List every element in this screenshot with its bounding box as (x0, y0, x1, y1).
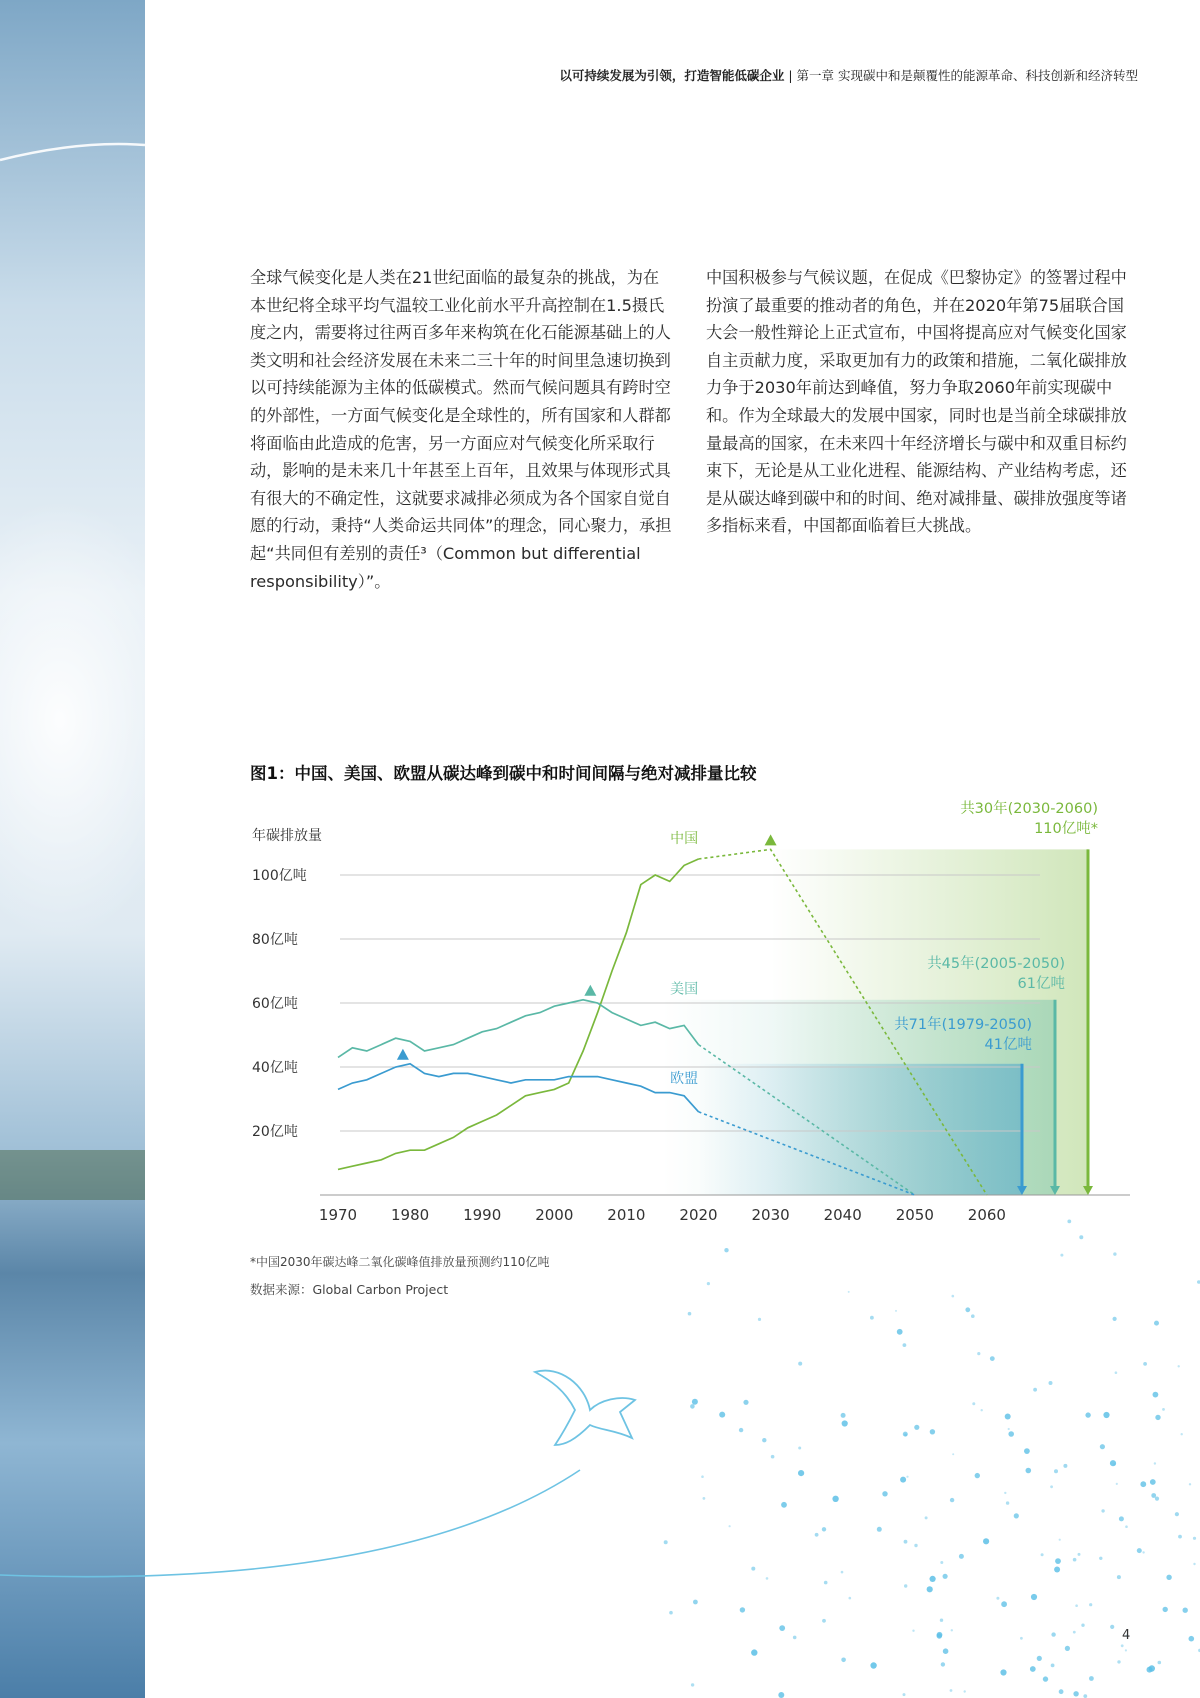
decor-dot (1151, 1493, 1156, 1498)
decor-dot (937, 1633, 943, 1639)
decor-dot (1121, 1644, 1124, 1647)
decor-dot (870, 1316, 874, 1320)
x-tick-label: 2040 (823, 1206, 862, 1224)
decor-dot (822, 1527, 826, 1531)
x-tick-label: 1980 (391, 1206, 430, 1224)
header-right: 第一章 实现碳中和是颠覆性的能源革命、科技创新和经济转型 (796, 68, 1138, 83)
series-line-china (338, 859, 699, 1169)
decor-dot (740, 1607, 745, 1612)
decor-dot (1073, 1691, 1078, 1696)
decor-dot (1000, 1669, 1006, 1675)
x-tick-label: 2060 (967, 1206, 1006, 1224)
decor-dot (690, 1404, 695, 1409)
decor-dot (779, 1625, 785, 1631)
decor-dot (1153, 1392, 1159, 1398)
island-silhouette (0, 1150, 145, 1200)
decor-dot (1063, 1464, 1067, 1468)
decor-dot (832, 1496, 838, 1502)
decor-dot (1078, 1553, 1081, 1556)
decor-dot (1043, 1676, 1048, 1681)
decor-dot (751, 1567, 755, 1571)
decor-dot (950, 1689, 953, 1692)
light-glow (0, 500, 190, 940)
decor-dot (897, 1329, 903, 1335)
decor-dot (1117, 1575, 1121, 1579)
decor-dot (1059, 1539, 1061, 1541)
decor-dot (1004, 1492, 1006, 1494)
decor-dot (950, 1498, 954, 1502)
decor-dot (815, 1533, 819, 1537)
decor-dot (751, 1649, 757, 1655)
decor-dot (990, 1356, 995, 1361)
y-tick-label: 20亿吨 (252, 1124, 298, 1140)
decor-dot (707, 1282, 710, 1285)
decor-dot (1031, 1594, 1037, 1600)
decor-dot (1089, 1676, 1094, 1681)
decor-dot (1189, 1636, 1195, 1642)
decor-dot (1073, 1558, 1077, 1562)
decor-dot (1026, 1468, 1032, 1474)
annotation-period-usa: 共45年(2005-2050) (927, 956, 1065, 972)
y-axis-label: 年碳排放量 (252, 828, 322, 844)
decor-dot (1081, 1624, 1084, 1627)
decor-dot (877, 1527, 882, 1532)
annotation-period-eu: 共71年(1979-2050) (894, 1017, 1032, 1033)
decor-dot (1110, 1625, 1114, 1629)
decor-dot (1099, 1557, 1102, 1560)
decor-dot (798, 1447, 801, 1450)
decor-dot (1183, 1608, 1188, 1613)
decor-dot (981, 1409, 983, 1411)
decor-dot (1085, 1412, 1090, 1417)
decor-dot (688, 1312, 692, 1316)
decor-dot (870, 1662, 876, 1668)
decor-dot (739, 1428, 743, 1432)
decor-dot (940, 1619, 943, 1622)
decor-dot (904, 1584, 907, 1587)
decor-dot (971, 1314, 975, 1318)
annotation-amount-eu: 41亿吨 (984, 1037, 1032, 1053)
decor-dot (766, 1577, 769, 1580)
decor-dot (1006, 1501, 1009, 1504)
y-tick-label: 40亿吨 (252, 1060, 298, 1076)
decor-dot (1083, 1694, 1087, 1698)
decor-dot (1024, 1448, 1030, 1454)
decor-dot (1150, 1479, 1156, 1485)
decor-dot (771, 1455, 775, 1459)
x-tick-label: 2030 (751, 1206, 790, 1224)
decor-dot (1059, 1689, 1064, 1694)
decor-dot (1055, 1558, 1061, 1564)
decor-dot (743, 1400, 748, 1405)
decor-dot (941, 1662, 945, 1666)
decor-dot (841, 1413, 846, 1418)
decor-dot (848, 1291, 850, 1293)
decor-dot (895, 1310, 897, 1312)
decor-dot (849, 1597, 852, 1600)
x-tick-label: 2010 (607, 1206, 646, 1224)
decor-dot (1037, 1656, 1042, 1661)
x-tick-label: 1990 (463, 1206, 502, 1224)
decor-dot (1049, 1381, 1053, 1385)
decor-dot (943, 1574, 948, 1579)
decor-dot (903, 1343, 907, 1347)
decor-dot (912, 1630, 914, 1632)
decor-dot (1119, 1516, 1124, 1521)
decor-dot (952, 1453, 954, 1455)
decor-dot (959, 1554, 964, 1559)
annotation-period-china: 共30年(2030-2060) (960, 801, 1098, 817)
peak-marker-eu (397, 1049, 409, 1060)
decor-dot (1100, 1444, 1105, 1449)
decor-dot (1001, 1601, 1007, 1607)
decor-dot (952, 1295, 955, 1298)
decor-dot (903, 1693, 906, 1696)
decor-dot (1125, 1649, 1127, 1651)
emissions-chart (240, 795, 1140, 1240)
decor-dot (1158, 1661, 1162, 1665)
figure-source: 数据来源：Global Carbon Project (250, 1282, 449, 1297)
decor-dot (1020, 1637, 1023, 1640)
decor-dot (1008, 1431, 1014, 1437)
decor-dot (1163, 1607, 1168, 1612)
body-paragraph-left: 全球气候变化是人类在21世纪面临的最复杂的挑战，为在本世纪将全球平均气温较工业化前水平升高控制在1.5摄氏度之内，需要将过往两百多年来构筑在化石能源基础上的人类文明和社会经济发展在未来二三十年的时间里急速切换到以可持续能源为主体的低碳模式。然而气候问题具有跨时空的外部性，一方面气候变化是全球性的，所有国家和人群都将面临由此造成的危害，另一方面应对气候变化所采取行动，影响的是未来几十年甚至上百年，且效果与体现形式具有很大的不确定性，这就要求减排必须成为各个国家自觉自愿的行动，秉持“人类命运共同体”的理念，同心聚力，承担起“共同但有差别的责任³（Common but differential responsibility）”。 (250, 268, 672, 591)
figure-footnote: *中国2030年碳达峰二氧化碳峰值排放量预测约110亿吨 (250, 1255, 550, 1269)
decor-dot (824, 1581, 828, 1585)
page-number: 4 (1122, 1628, 1131, 1643)
decor-dot (1137, 1548, 1142, 1553)
decor-dot (1175, 1512, 1179, 1516)
decor-dot (1050, 1485, 1053, 1488)
y-tick-label: 80亿吨 (252, 932, 298, 948)
series-line-usa (338, 1000, 699, 1058)
decor-dot (900, 1477, 906, 1483)
decor-dot (943, 1648, 949, 1654)
decor-dot (1030, 1666, 1036, 1672)
decor-dot (1089, 1603, 1092, 1606)
decor-dot (1115, 1371, 1118, 1374)
decor-dot (1101, 1509, 1104, 1512)
decor-dot (798, 1470, 804, 1476)
decor-dot (669, 1611, 673, 1615)
annotation-amount-china: 110亿吨* (1034, 821, 1098, 837)
decor-dot (983, 1538, 989, 1544)
decor-dot (1113, 1317, 1117, 1321)
decor-dot (778, 1692, 784, 1698)
decor-dot (903, 1432, 908, 1437)
header-separator: | (788, 68, 797, 83)
decor-dot (841, 1658, 846, 1663)
x-tick-label: 2020 (679, 1206, 718, 1224)
y-tick-label: 60亿吨 (252, 996, 298, 1012)
decor-dot (1189, 1483, 1191, 1485)
decor-dot (762, 1438, 766, 1442)
decor-dot (1154, 1462, 1156, 1464)
x-tick-label: 2000 (535, 1206, 574, 1224)
series-label-eu: 欧盟 (670, 1071, 699, 1087)
figure-title: 图1：中国、美国、欧盟从碳达峰到碳中和时间间隔与绝对减排量比较 (250, 764, 757, 783)
decor-dot (925, 1516, 928, 1519)
peak-marker-usa (584, 985, 596, 996)
decor-dot (1116, 1483, 1118, 1485)
decor-dot (1193, 1563, 1195, 1565)
decor-dot (1178, 1365, 1180, 1367)
x-tick-label: 1970 (318, 1206, 358, 1224)
series-label-usa: 美国 (670, 981, 699, 998)
decor-dot (724, 1248, 728, 1252)
decor-dot (1054, 1567, 1060, 1573)
peak-marker-china (765, 834, 777, 845)
decor-dot (1073, 1631, 1076, 1634)
decor-dot (904, 1540, 908, 1544)
decor-dot (951, 1629, 953, 1631)
decor-dot (1162, 1408, 1165, 1411)
decor-dot (664, 1540, 668, 1544)
decor-dot (1155, 1415, 1160, 1420)
decor-dot (1181, 1433, 1183, 1435)
decor-dot (930, 1576, 936, 1582)
running-header (559, 66, 1138, 84)
decor-dot (701, 1475, 704, 1478)
header-left: 以可持续发展为引领，打造智能低碳企业 (559, 68, 785, 83)
decor-dot (793, 1636, 797, 1640)
decor-dot (693, 1600, 698, 1605)
decor-dot (703, 1497, 706, 1500)
series-line-eu (338, 1064, 699, 1112)
decor-dot (1014, 1513, 1019, 1518)
decor-dot (1060, 1254, 1063, 1257)
series-label-china: 中国 (670, 831, 699, 847)
decor-dot (1065, 1646, 1070, 1651)
decor-dot (1041, 1553, 1044, 1556)
decor-dot (1117, 1660, 1120, 1663)
decor-dot (1054, 1469, 1058, 1473)
decor-dot (729, 1525, 731, 1527)
decor-dot (914, 1425, 919, 1430)
decor-dot (975, 1473, 980, 1478)
decor-dot (1051, 1632, 1055, 1636)
decor-dot (1149, 1665, 1155, 1671)
seagull-icon (535, 1371, 635, 1445)
decor-dot (758, 1318, 761, 1321)
decor-dot (822, 1619, 826, 1623)
x-tick-label: 2050 (895, 1206, 934, 1224)
decor-dot (1075, 1604, 1078, 1607)
decor-dot (965, 1307, 970, 1312)
decor-dot (1140, 1481, 1146, 1487)
decor-dot (842, 1420, 848, 1426)
decor-dot (930, 1429, 935, 1434)
decor-dot (691, 1683, 694, 1686)
decor-dot (719, 1412, 725, 1418)
decor-dot (972, 1402, 975, 1405)
decor-dot (798, 1362, 802, 1366)
decor-dot (1103, 1412, 1109, 1418)
decor-dot (1008, 1428, 1010, 1430)
annotation-amount-usa: 61亿吨 (1017, 976, 1065, 992)
decor-dot (1051, 1664, 1055, 1668)
dot-pattern (664, 1220, 1200, 1698)
decor-dot (1110, 1460, 1116, 1466)
decor-dot (1155, 1497, 1159, 1501)
reduction-area-eu (699, 1064, 1023, 1195)
decor-dot (1113, 1252, 1116, 1255)
decor-dot (940, 1561, 943, 1564)
decor-dot (781, 1502, 787, 1508)
decor-dot (996, 1597, 999, 1600)
decor-dot (914, 1544, 917, 1547)
decor-dot (1166, 1575, 1171, 1580)
decor-dot (1125, 1525, 1128, 1528)
y-tick-label: 100亿吨 (252, 868, 307, 884)
decor-dot (1193, 1537, 1196, 1540)
decor-dot (906, 1476, 908, 1478)
decor-dot (964, 1690, 966, 1692)
decor-dot (1005, 1414, 1011, 1420)
decor-dot (977, 1352, 980, 1355)
body-paragraph-right: 中国积极参与气候议题，在促成《巴黎协定》的签署过程中扮演了最重要的推动者的角色，并在2020年第75届联合国大会一般性辩论上正式宣布，中国将提高应对气候变化国家自主贡献力度，采取更加有力的政策和措施，二氧化碳排放力争于2030年前达到峰值，努力争取2060年前实现碳中和。作为全球最大的发展中国家，同时也是当前全球碳排放量最高的国家，在未来四十年经济增长与碳中和双重目标约束下，无论是从工业化进程、能源结构、产业结构考虑，还是从碳达峰到碳中和的时间、绝对减排量、碳排放强度等诸多指标来看，中国都面临着巨大挑战。 (706, 268, 1127, 536)
decor-dot (1033, 1388, 1037, 1392)
decor-dot (1143, 1362, 1147, 1366)
decor-dot (692, 1399, 698, 1405)
decor-dot (841, 1571, 844, 1574)
decor-dot (1154, 1321, 1159, 1326)
decor-dot (882, 1491, 887, 1496)
decor-dot (1178, 1535, 1182, 1539)
decor-dot (927, 1586, 933, 1592)
decor-dot (1142, 1551, 1144, 1553)
